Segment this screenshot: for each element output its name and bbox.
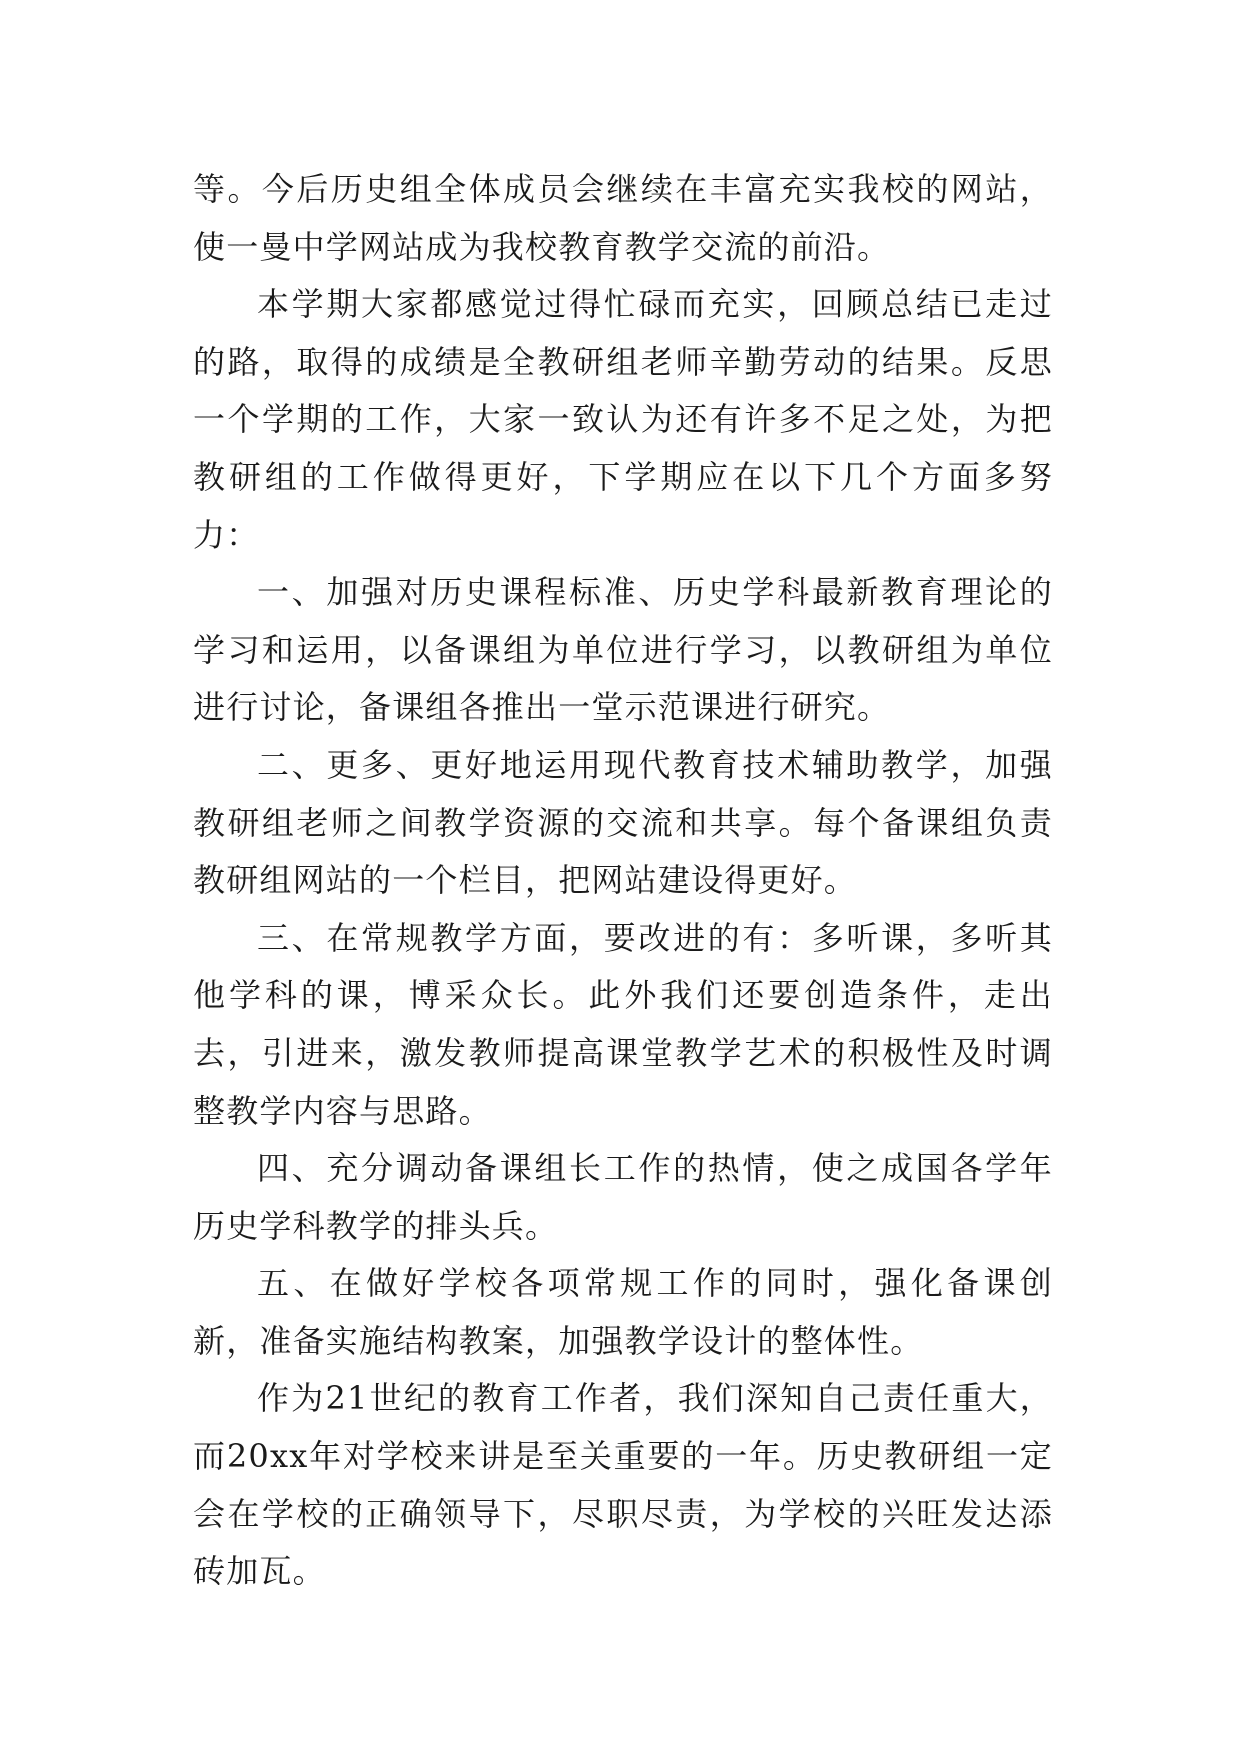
paragraph-point-3: 三、在常规教学方面，要改进的有：多听课，多听其他学科的课，博采众长。此外我们还要创造条件，走出去，引进来，激发教师提高课堂教学艺术的积极性及时调整教学内容与思路。 (193, 918, 1053, 1130)
paragraph-summary: 本学期大家都感觉过得忙碌而充实，回顾总结已走过的路，取得的成绩是全教研组老师辛勤劳动的结果。反思一个学期的工作，大家一致认为还有许多不足之处，为把教研组的工作做得更好，下学期应在以下几个方面多努力： (193, 285, 1053, 554)
paragraph-continuation: 等。今后历史组全体成员会继续在丰富充实我校的网站，使一曼中学网站成为我校教育教学交流的前沿。 (193, 170, 1053, 266)
paragraph-point-2: 二、更多、更好地运用现代教育技术辅助教学，加强教研组老师之间教学资源的交流和共享。每个备课组负责教研组网站的一个栏目，把网站建设得更好。 (193, 745, 1053, 900)
paragraph-conclusion: 作为21世纪的教育工作者，我们深知自己责任重大，而20xx年对学校来讲是至关重要的一年。历史教研组一定会在学校的正确领导下，尽职尽责，为学校的兴旺发达添砖加瓦。 (193, 1379, 1053, 1591)
paragraph-point-1: 一、加强对历史课程标准、历史学科最新教育理论的学习和运用，以备课组为单位进行学习，以教研组为单位进行讨论，备课组各推出一堂示范课进行研究。 (193, 573, 1053, 727)
paragraph-point-5: 五、在做好学校各项常规工作的同时，强化备课创新，准备实施结构教案，加强教学设计的整体性。 (193, 1264, 1053, 1360)
document-body (193, 161, 1053, 1601)
paragraph-point-4: 四、充分调动备课组长工作的热情，使之成国各学年历史学科教学的排头兵。 (193, 1149, 1053, 1245)
